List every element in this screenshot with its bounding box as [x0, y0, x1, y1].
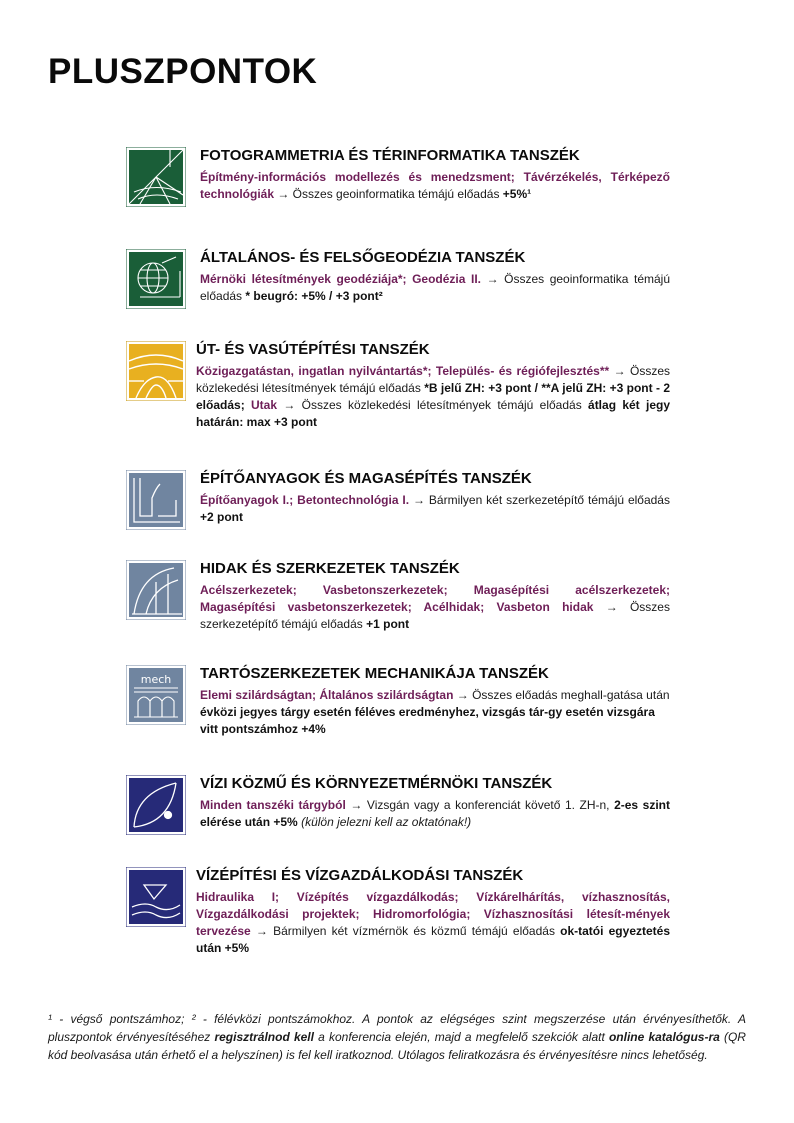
geodesy-logo-icon [126, 249, 186, 309]
bonus-text: +1 pont [366, 617, 410, 631]
section-body [196, 363, 670, 431]
section-text: → Összes geoinformatika témájú előadás [274, 187, 503, 201]
section-body [200, 797, 670, 831]
department-title: VÍZI KÖZMŰ ÉS KÖRNYEZETMÉRNÖKI TANSZÉK [200, 775, 553, 792]
section-text: → Összes geoinformatika témájú előadás [200, 272, 670, 303]
course-list: Közigazgatástan, ingatlan nyilvántartás*; Település- és régiófejlesztés** [196, 364, 610, 378]
section-body [200, 169, 670, 203]
course-list-secondary: Utak [244, 398, 278, 412]
footnote-text-3: (QR kód beolvasása után érhető el a helyszínen) is fel kell iratkoznod. Utólagos feliratkozásra és érvényesítésre nincs lehetőség. [48, 1030, 746, 1062]
course-list: Minden tanszéki tárgyból [200, 798, 346, 812]
bonus-text: * beugró: +5% / +3 pont² [245, 289, 383, 303]
bonus-text: évközi jegyes tárgy esetén féléves eredményhez, vizsgás tár-gy esetén vizsgára vitt pontszámhoz +4% [200, 705, 655, 736]
footnote [48, 1010, 746, 1064]
section-text: → Összes szerkezetépítő témájú előadás [200, 600, 670, 631]
department-title: FOTOGRAMMETRIA ÉS TÉRINFORMATIKA TANSZÉK [200, 147, 580, 164]
mechanics-logo-icon [126, 665, 186, 725]
section-text: → Bármilyen két vízmérnök és közmű témájú előadás [250, 924, 561, 938]
section-text: → Összes előadás meghall-gatása után [453, 688, 670, 702]
department-title: ÁLTALÁNOS- ÉS FELSŐGEODÉZIA TANSZÉK [200, 249, 526, 266]
section-body [200, 271, 670, 305]
course-list: Mérnöki létesítmények geodéziája*; Geodézia II. [200, 272, 482, 286]
bonus-text: 2-es szint elérése után +5% [200, 798, 670, 829]
footnote-bold-1: regisztrálnod kell [214, 1030, 314, 1044]
course-list: Építőanyagok I.; Betontechnológia I. [200, 493, 410, 507]
water-utility-logo-icon [126, 775, 186, 835]
department-title: ÉPÍTŐANYAGOK ÉS MAGASÉPÍTÉS TANSZÉK [200, 470, 532, 487]
course-list: Építmény-információs modellezés és menedzsment; Távérzékelés, Térképező technológiák [200, 170, 670, 201]
bonus-text: ok-tatói egyeztetés után +5% [196, 924, 671, 955]
course-list: Hidraulika I; Vízépítés vízgazdálkodás; Vízkárelhárítás, vízhasznosítás, Vízgazdálkodási projektek; Hidromorfológia; Vízhasznosítási létesít-mények tervezése [196, 890, 670, 938]
section-note: (külön jelezni kell az oktatónak!) [297, 815, 472, 829]
section-body [200, 582, 670, 633]
building-materials-logo-icon [126, 470, 186, 530]
course-list: Acélszerkezetek; Vasbetonszerkezetek; Magasépítési acélszerkezetek; Magasépítési vasbetonszerkezetek; Acélhidak; Vasbeton hidak [200, 583, 670, 614]
bonus-text: *B jelű ZH: +3 pont / **A jelű ZH: +3 pont - 2 előadás; [196, 381, 670, 412]
bonus-text-secondary: átlag két jegy határán: max +3 pont [196, 398, 671, 429]
mechanics-logo-text: mech [140, 673, 172, 686]
section-body [196, 889, 670, 957]
bridges-logo-icon [126, 560, 186, 620]
section-body [200, 492, 670, 526]
footnote-text-1: ¹ - végső pontszámhoz; ² - félévközi pontszámokhoz. A pontok az elégséges szint megszerzése után érvényesíthetők. A pluszpontok érvényesítéséhez [48, 1012, 746, 1044]
department-title: HIDAK ÉS SZERKEZETEK TANSZÉK [200, 560, 460, 577]
bonus-text: +2 pont [200, 510, 244, 524]
photogrammetry-logo-icon [126, 147, 186, 207]
department-title: ÚT- ÉS VASÚTÉPÍTÉSI TANSZÉK [196, 341, 430, 358]
bonus-text: +5%¹ [502, 187, 532, 201]
department-title: TARTÓSZERKEZETEK MECHANIKÁJA TANSZÉK [200, 665, 549, 682]
road-railway-logo-icon [126, 341, 186, 401]
footnote-text-2: a konferencia elején, majd a megfelelő szekciók alatt [313, 1030, 609, 1044]
page-title: PLUSZPONTOK [48, 52, 318, 91]
footnote-bold-2: online katalógus-ra [608, 1030, 720, 1044]
course-list: Elemi szilárdságtan; Általános szilárdságtan [200, 688, 454, 702]
section-body [200, 687, 670, 738]
section-text: → Vizsgán vagy a konferenciát követő 1. ZH-n, [345, 798, 615, 812]
section-text-secondary: → Összes közlekedési létesítmények témájú előadás [277, 398, 589, 412]
department-title: VÍZÉPÍTÉSI ÉS VÍZGAZDÁLKODÁSI TANSZÉK [196, 867, 524, 884]
section-text: → Összes közlekedési létesítmények témájú előadás [196, 364, 670, 395]
section-text: → Bármilyen két szerkezetépítő témájú előadás [409, 493, 670, 507]
hydraulic-engineering-logo-icon [126, 867, 186, 927]
